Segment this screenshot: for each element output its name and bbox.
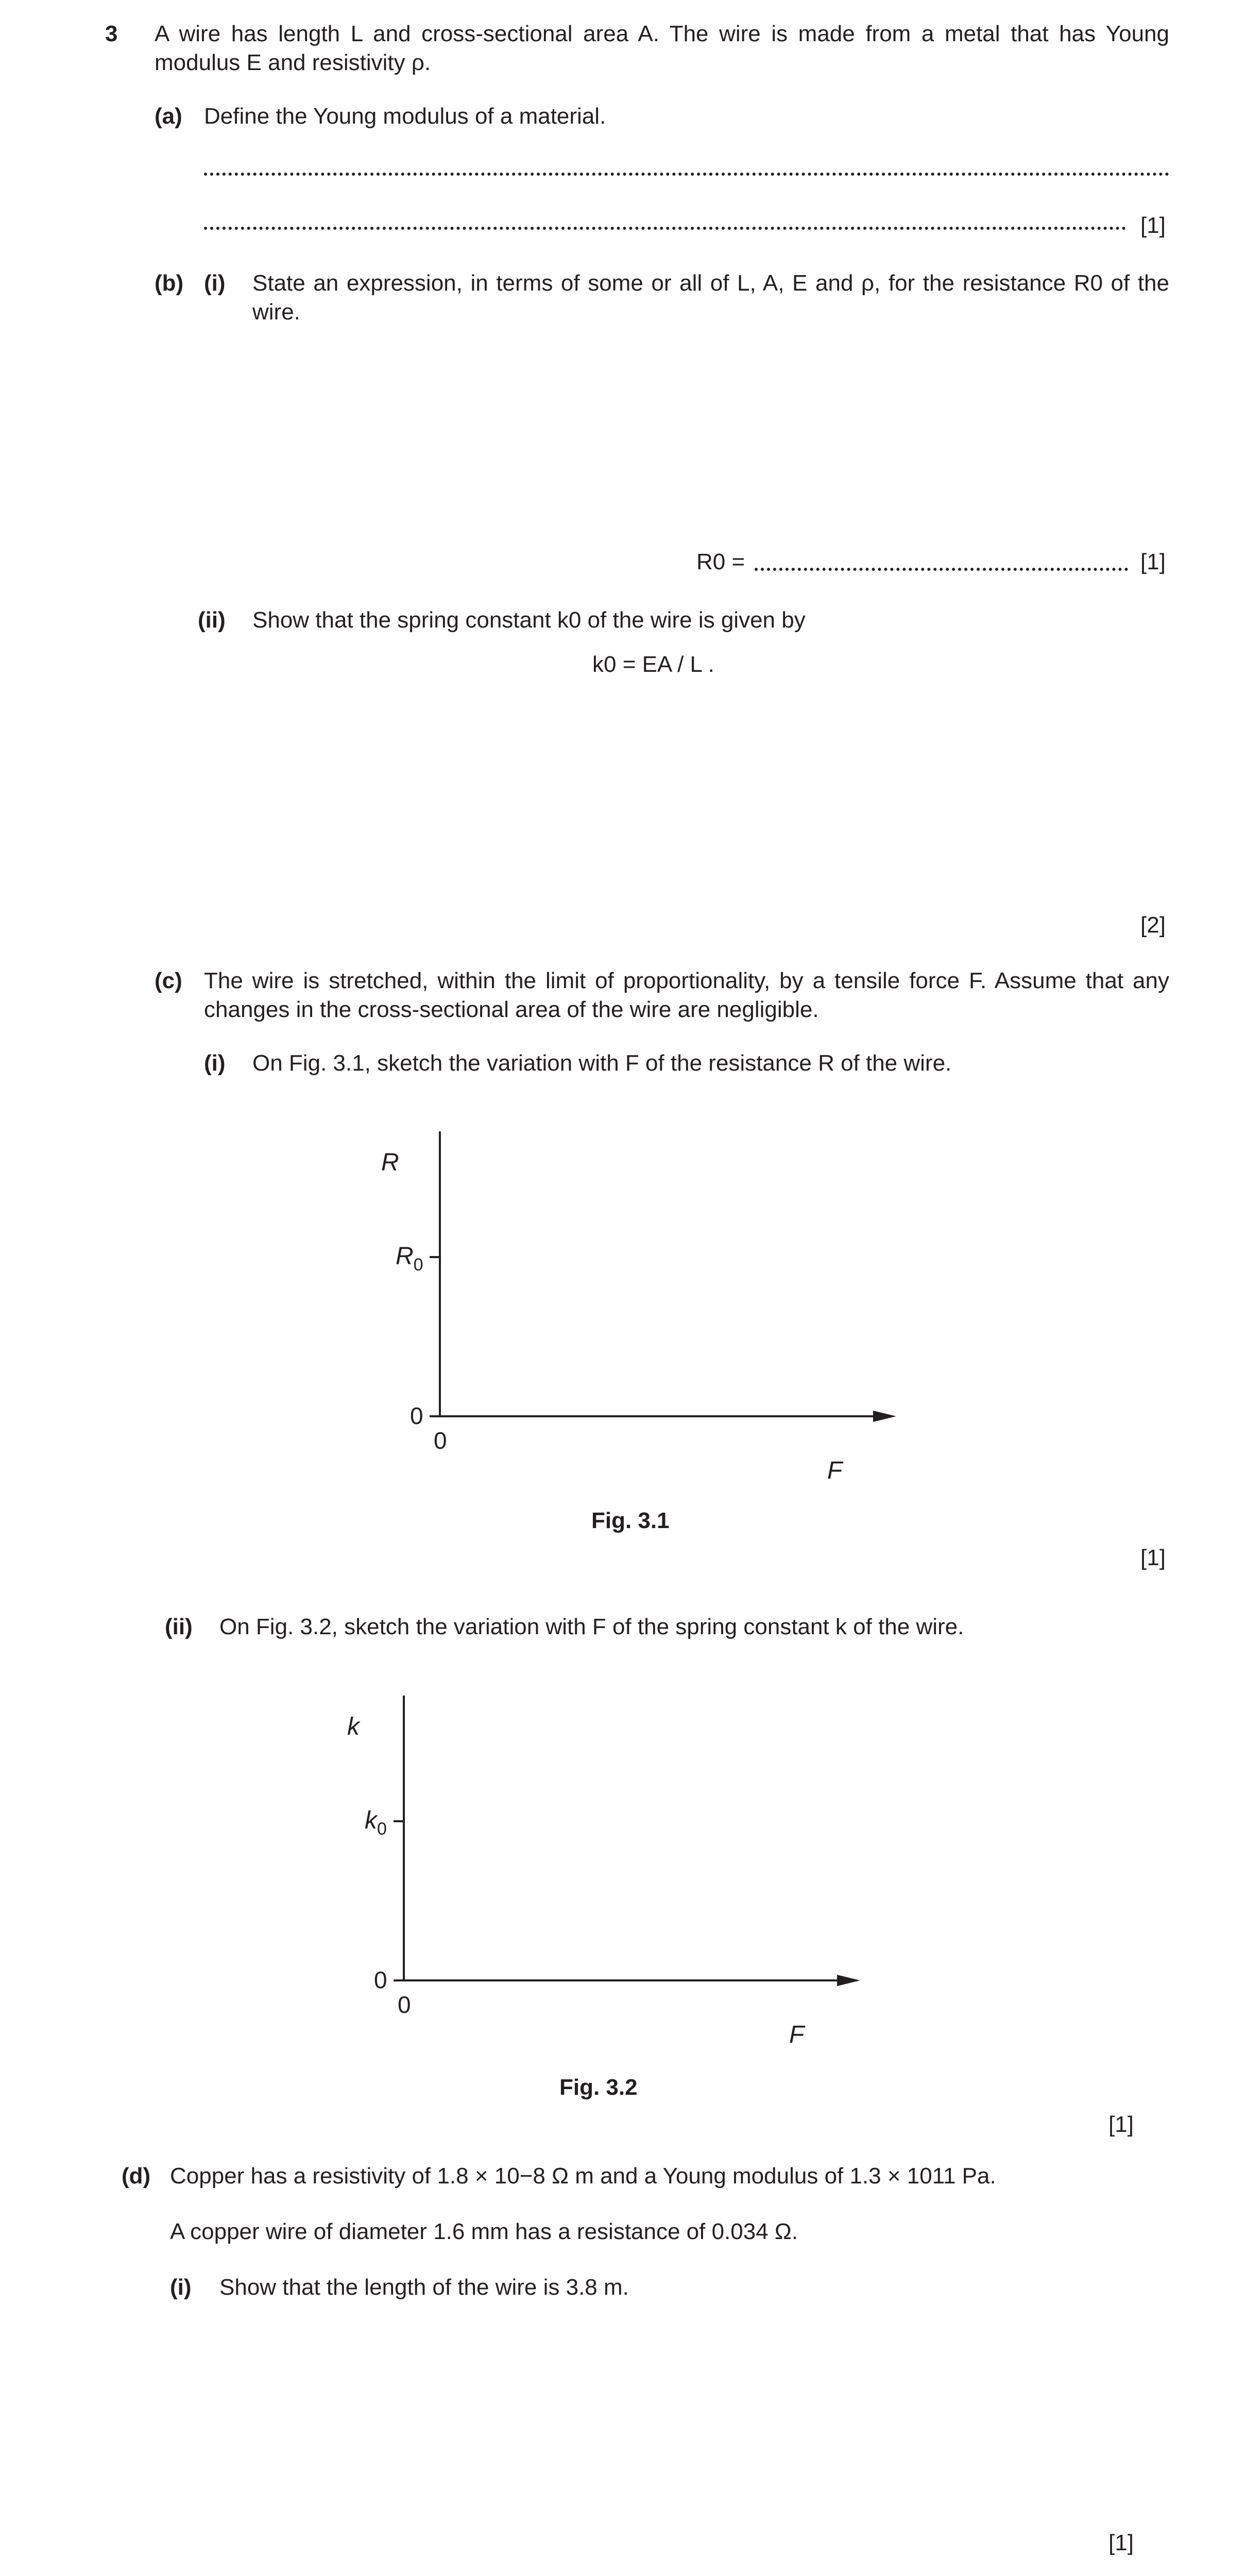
part-a-text: Define the Young modulus of a material.	[204, 104, 606, 129]
part-d-text: Copper has a resistivity of 1.8 × 10−8 Ω m and a Young modulus of 1.3 × 1011 Pa.	[170, 2163, 996, 2189]
fig-3-1-x-label: F	[827, 1457, 843, 1484]
fig-3-1-x-zero: 0	[434, 1427, 447, 1454]
fig-3-1-caption: Fig. 3.1	[591, 1508, 670, 1533]
answer-line[interactable]	[204, 173, 1169, 176]
r0-answer-line[interactable]	[755, 568, 1128, 571]
fig-3-2-y-zero: 0	[374, 1967, 387, 1993]
answer-line[interactable]	[204, 227, 1126, 230]
fig-3-1-graph[interactable]	[361, 1123, 901, 1494]
part-d-i-text: Show that the length of the wire is 3.8 m.	[219, 2275, 629, 2300]
part-c-ii-marks: [1]	[1108, 2112, 1134, 2137]
part-d-i-marks: [1]	[1108, 2530, 1134, 2555]
part-c-ii-text: On Fig. 3.2, sketch the variation with F of the spring constant k of the wire.	[219, 1614, 964, 1639]
fig-3-2-y-label: k	[347, 1713, 360, 1740]
part-a-label: (a)	[155, 104, 182, 129]
fig-3-1-y-zero: 0	[410, 1402, 423, 1429]
part-c-text: The wire is stretched, within the limit of proportionality, by a tensile force F. Assume that any changes in the cross-sectional area of the wire are negligible.	[204, 968, 1169, 1022]
part-b-label: (b)	[155, 270, 184, 296]
fig-3-1-x-arrow	[873, 1411, 896, 1422]
part-d-i-label: (i)	[170, 2275, 192, 2300]
part-c-i-label: (i)	[204, 1050, 226, 1076]
part-b-i-label: (i)	[204, 270, 226, 296]
fig-3-1-r0-label: $R_0$	[396, 1243, 423, 1275]
k0-equation-text: k0 = EA / L .	[592, 652, 714, 677]
fig-3-2-caption: Fig. 3.2	[559, 2075, 638, 2100]
question-intro: A wire has length L and cross-sectional area A. The wire is made from a metal that has Young modulus E and resistivity ρ.	[155, 21, 1169, 75]
part-b-ii-text: Show that the spring constant k0 of the wire is given by	[252, 607, 806, 633]
fig-3-2-x-arrow	[837, 1975, 860, 1986]
part-c-i-text: On Fig. 3.1, sketch the variation with F of the resistance R of the wire.	[252, 1050, 952, 1076]
fig-3-2-x-label: F	[789, 2021, 805, 2048]
fig-3-2-x-zero: 0	[398, 1991, 411, 2018]
question-number: 3	[105, 21, 118, 46]
part-c-label: (c)	[155, 968, 182, 993]
k0-equation	[592, 650, 714, 707]
part-c-i-marks: [1]	[1140, 1545, 1166, 1570]
part-b-ii-marks: [2]	[1140, 912, 1166, 938]
fig-3-2-graph[interactable]	[325, 1687, 865, 2058]
part-d-text2: A copper wire of diameter 1.6 mm has a resistance of 0.034 Ω.	[170, 2219, 798, 2244]
r0-answer-label: R0 =	[696, 549, 745, 574]
part-b-i-text: State an expression, in terms of some or all of L, A, E and ρ, for the resistance R0 of the wire.	[252, 270, 1169, 325]
part-a-marks: [1]	[1140, 213, 1166, 238]
part-b-ii-label: (ii)	[198, 607, 226, 633]
part-d-label: (d)	[122, 2163, 151, 2189]
fig-3-2-k0-label: $k_0$	[365, 1807, 387, 1839]
fig-3-1-y-label: R	[381, 1149, 399, 1176]
part-b-i-marks: [1]	[1140, 549, 1166, 574]
part-c-ii-label: (ii)	[165, 1614, 193, 1639]
